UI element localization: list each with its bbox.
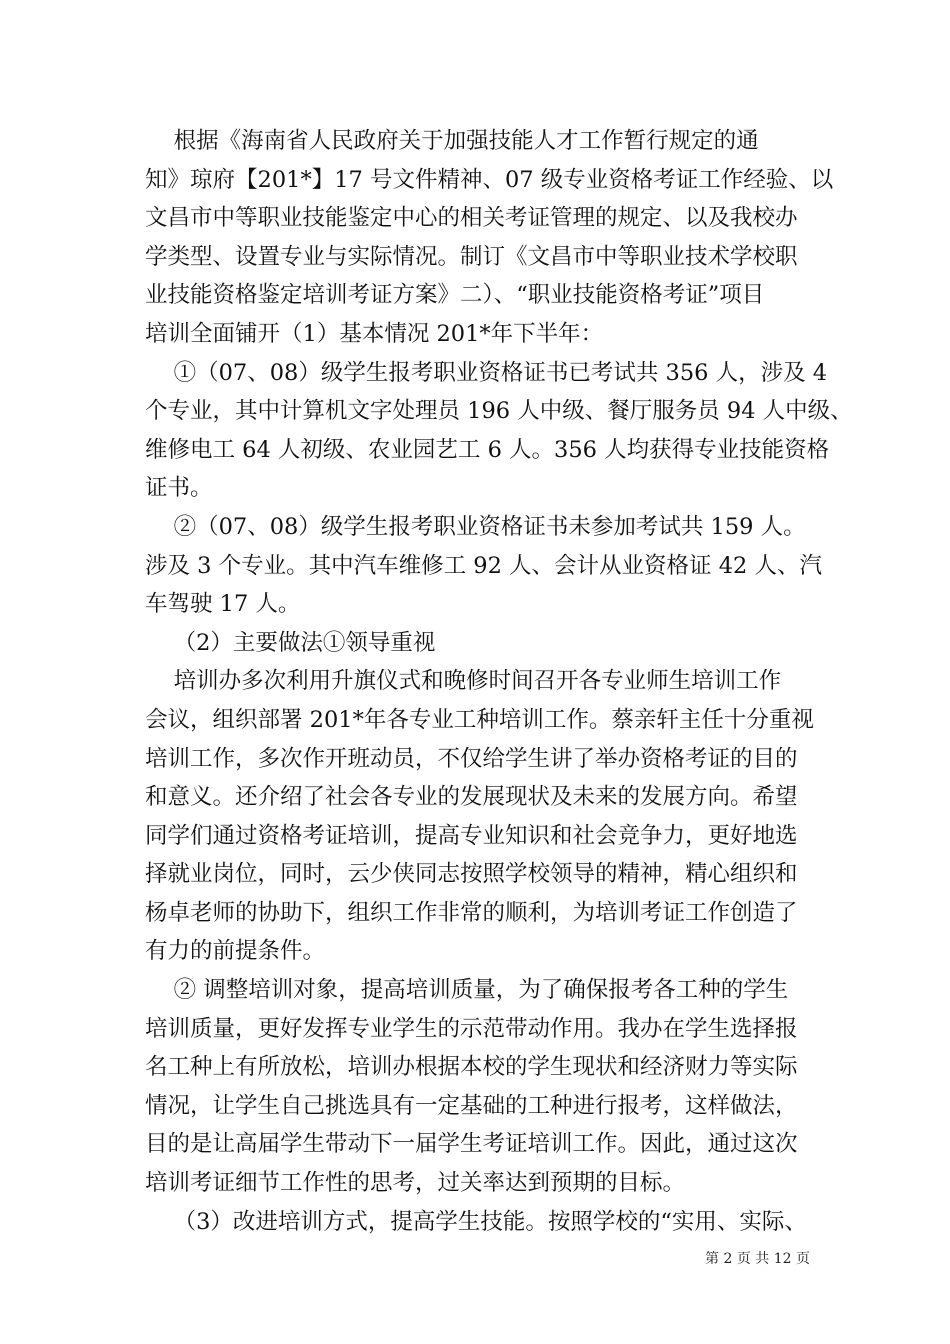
text-line: 会议，组织部署 201*年各专业工种培训工作。蔡亲轩主任十分重视 xyxy=(145,706,814,733)
text-line: （2）主要做法①领导重视 xyxy=(145,629,436,656)
text-line: 涉及 3 个专业。其中汽车维修工 92 人、会计从业资格证 42 人、汽 xyxy=(145,552,822,579)
text-line: 杨卓老师的协助下，组织工作非常的顺利，为培训考证工作创造了 xyxy=(145,899,798,926)
text-line: 学类型、设置专业与实际情况。制订《文昌市中等职业技术学校职 xyxy=(145,243,798,270)
text-line: 车驾驶 17 人。 xyxy=(145,591,301,618)
text-line: ①（07、08）级学生报考职业资格证书已考试共 356 人，涉及 4 xyxy=(145,359,828,386)
text-line: 培训办多次利用升旗仪式和晚修时间召开各专业师生培训工作 xyxy=(145,668,782,695)
text-line: ② 调整培训对象，提高培训质量，为了确保报考各工种的学生 xyxy=(145,977,789,1004)
text-line: 知》琼府【201*】17 号文件精神、07 级专业资格考证工作经验、以 xyxy=(145,166,834,193)
document-body xyxy=(145,122,853,1241)
page-number-footer: 第 2 页 共 12 页 xyxy=(705,1251,810,1267)
text-line: 名工种上有所放松，培训办根据本校的学生现状和经济财力等实际 xyxy=(145,1054,798,1081)
text-line: ②（07、08）级学生报考职业资格证书未参加考试共 159 人。 xyxy=(145,513,806,540)
text-line: 情况，让学生自己挑选具有一定基础的工种进行报考，这样做法， xyxy=(145,1092,798,1119)
text-line: 培训工作，多次作开班动员，不仅给学生讲了举办资格考证的目的 xyxy=(145,745,798,772)
text-line: 有力的前提条件。 xyxy=(145,938,326,965)
text-line: 目的是让高届学生带动下一届学生考证培训工作。因此，通过这次 xyxy=(145,1131,798,1158)
text-line: 根据《海南省人民政府关于加强技能人才工作暂行规定的通 xyxy=(145,128,759,154)
text-line: 证书。 xyxy=(145,475,213,502)
text-line: 培训全面铺开（1）基本情况 201*年下半年： xyxy=(145,320,604,347)
text-line: 培训质量，更好发挥专业学生的示范带动作用。我办在学生选择报 xyxy=(145,1015,798,1042)
text-line: 维修电工 64 人初级、农业园艺工 6 人。356 人均获得专业技能资格 xyxy=(145,436,830,463)
text-line: 培训考证细节工作性的思考，过关率达到预期的目标。 xyxy=(145,1170,686,1197)
text-line: 文昌市中等职业技能鉴定中心的相关考证管理的规定、以及我校办 xyxy=(145,205,798,232)
text-line: 业技能资格鉴定培训考证方案》二）、“职业技能资格考证”项目 xyxy=(145,282,765,309)
text-line: 个专业，其中计算机文字处理员 196 人中级、餐厅服务员 94 人中级、 xyxy=(145,398,853,425)
text-line: 和意义。还介绍了社会各专业的发展现状及未来的发展方向。希望 xyxy=(145,784,798,811)
text-line: 同学们通过资格考证培训，提高专业知识和社会竞争力，更好地选 xyxy=(145,822,798,849)
text-line: （3）改进培训方式，提高学生技能。按照学校的“实用、实际、 xyxy=(145,1208,807,1235)
text-line: 择就业岗位，同时，云少侠同志按照学校领导的精神，精心组织和 xyxy=(145,861,798,888)
